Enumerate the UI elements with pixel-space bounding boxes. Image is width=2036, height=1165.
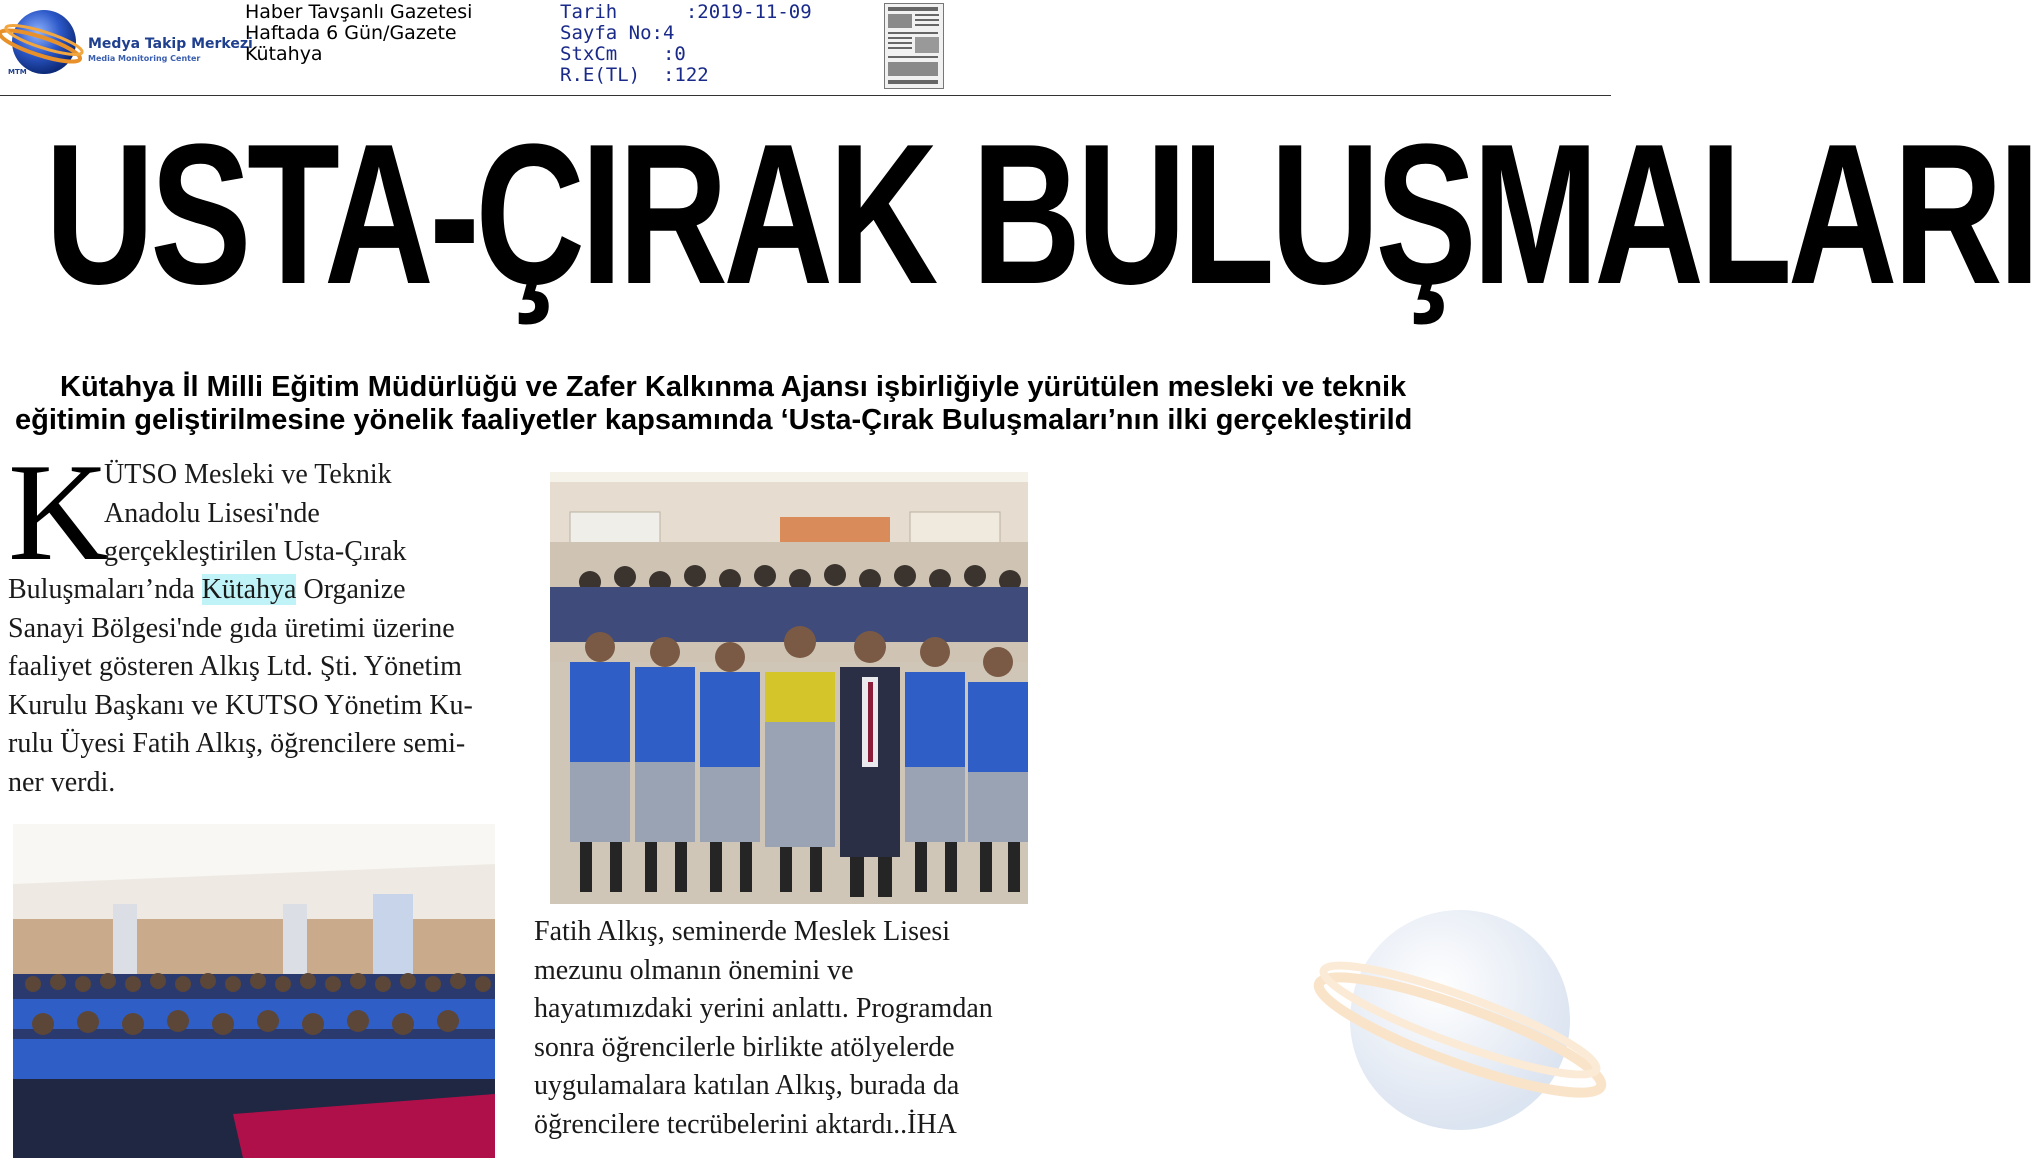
caption-line: mezunu olmanın önemini ve — [534, 954, 854, 986]
caption-line: hayatımızdaki yerini anlattı. Programdan — [534, 993, 993, 1024]
date-label: Tarih — [560, 1, 618, 23]
drop-cap: K — [8, 435, 110, 590]
meta-page-row — [560, 23, 812, 44]
body-line: rulu Üyesi Fatih Alkış, öğrencilere semi- — [8, 728, 466, 759]
meta-stxcm-row — [560, 44, 812, 65]
publication-city: Kütahya — [245, 43, 323, 65]
group-photo — [550, 472, 1028, 904]
article-body-indented — [104, 456, 406, 572]
body-line: ner verdi. — [8, 766, 116, 798]
mtm-logo — [0, 4, 253, 80]
article-body — [8, 571, 473, 802]
re-label: R.E(TL) — [560, 64, 641, 86]
meta-re-row — [560, 65, 812, 86]
re-value: :122 — [662, 64, 709, 86]
caption-line: Fatih Alkış, seminerde Meslek Lisesi — [534, 916, 951, 947]
meta-date-row — [560, 2, 812, 23]
body-line — [8, 571, 473, 610]
page-label: Sayfa No — [560, 22, 652, 44]
body-text: Organize — [296, 574, 406, 605]
seminar-photo — [13, 824, 495, 1158]
publication-info — [245, 2, 472, 65]
body-line: faaliyet gösteren Alkış Ltd. Şti. Yönetim — [8, 651, 462, 682]
caption-line: uygulamalara katılan Alkış, burada da — [534, 1070, 960, 1101]
page-thumbnail[interactable] — [884, 3, 944, 89]
logo-abbr: MTM — [8, 68, 27, 76]
stxcm-label: StxCm — [560, 43, 618, 65]
photo-caption — [534, 913, 993, 1144]
body-line: ÜTSO Mesleki ve Teknik — [104, 459, 392, 490]
body-text: Buluşmaları’nda — [8, 574, 202, 605]
logo-subtitle: Media Monitoring Center — [88, 54, 201, 63]
publication-name: Haber Tavşanlı Gazetesi — [245, 1, 473, 23]
body-line: Sanayi Bölgesi'nde gıda üretimi üzerine — [8, 612, 455, 644]
article-subheading-line-2: eğitimin geliştirilmesine yönelik faaliyetler kapsamında ‘Usta-Çırak Buluşmaları’nın ilki gerçekleştirild — [15, 404, 1413, 436]
body-line: gerçekleştirilen Usta-Çırak — [104, 536, 407, 567]
caption-line: öğrencilere tecrübelerini aktardı..İHA — [534, 1108, 957, 1140]
clipping-meta — [560, 2, 812, 86]
article-subheading-line-1: Kütahya İl Milli Eğitim Müdürlüğü ve Zafer Kalkınma Ajansı işbirliğiyle yürütülen mesleki ve teknik — [60, 371, 1407, 403]
stxcm-value: :0 — [662, 43, 686, 65]
publication-frequency: Haftada 6 Gün/Gazete — [245, 22, 457, 44]
watermark-globe-icon — [1310, 905, 1611, 1161]
article-headline: USTA-ÇIRAK BULUŞMALARI — [45, 103, 2036, 326]
body-line: Anadolu Lisesi'nde — [104, 497, 320, 529]
highlighted-keyword: Kütahya — [201, 574, 297, 605]
clipping-header — [0, 0, 1611, 96]
caption-line: sonra öğrencilerle birlikte atölyelerde — [534, 1031, 955, 1063]
logo-name: Medya Takip Merkezi — [88, 36, 253, 52]
page-value: :4 — [651, 22, 675, 44]
date-value: :2019-11-09 — [685, 1, 812, 23]
body-line: Kurulu Başkanı ve KUTSO Yönetim Ku- — [8, 689, 473, 721]
